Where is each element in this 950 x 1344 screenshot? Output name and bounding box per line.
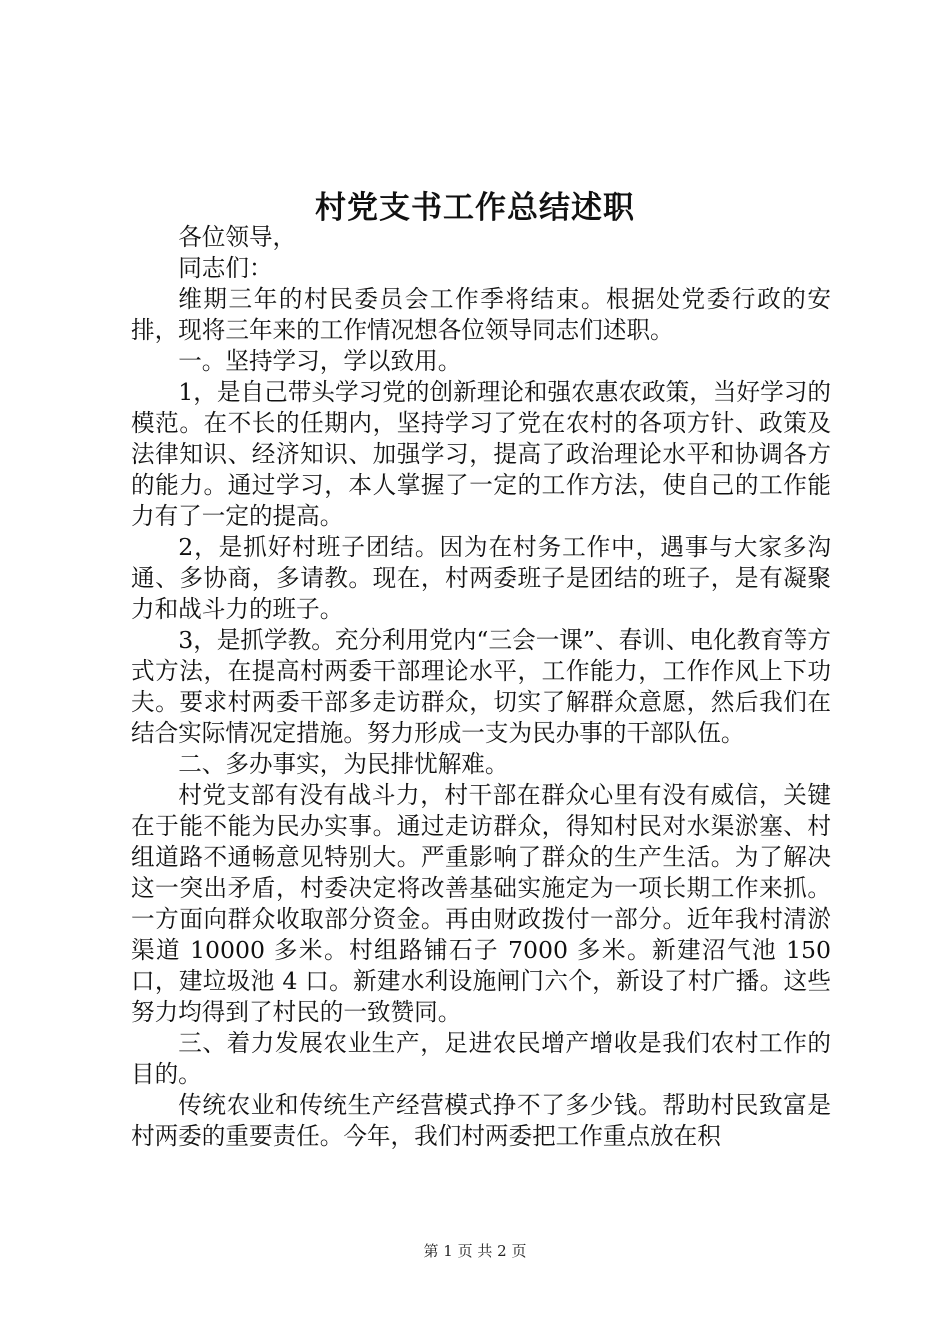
section-1-item-3: 3，是抓学教。充分利用党内“三会一课”、春训、电化教育等方式方法，在提高村两委干部理论水平，工作能力，工作作风上下功夫。要求村两委干部多走访群众，切实了解群众意愿，然后我们在结合实际情况定措施。努力形成一支为民办事的干部队伍。 [131,626,831,747]
section-1-item-1: 1，是自己带头学习党的创新理论和强农惠农政策，当好学习的模范。在不长的任期内，坚持学习了党在农村的各项方针、政策及法律知识、经济知识、加强学习，提高了政治理论水平和协调各方的能力。通过学习，本人掌握了一定的工作方法，使自己的工作能力有了一定的提高。 [131,378,831,530]
greeting-line-2: 同志们： [178,254,273,282]
page-footer: 第 1 页 共 2 页 [423,1242,527,1260]
intro-paragraph: 维期三年的村民委员会工作季将结束。根据处党委行政的安排，现将三年来的工作情况想各位领导同志们述职。 [131,285,831,344]
section-heading-1: 一。坚持学习，学以致用。 [178,347,462,375]
document-title: 村党支书工作总结述职 [315,190,635,226]
section-heading-3: 三、着力发展农业生产，足进农民增产增收是我们农村工作的目的。 [131,1029,831,1088]
greeting-line-1: 各位领导， [178,223,297,251]
section-3-paragraph: 传统农业和传统生产经营模式挣不了多少钱。帮助村民致富是村两委的重要责任。今年，我们村两委把工作重点放在积 [131,1091,831,1150]
section-1-item-2: 2，是抓好村班子团结。因为在村务工作中，遇事与大家多沟通、多协商，多请教。现在，村两委班子是团结的班子，是有凝聚力和战斗力的班子。 [131,533,831,623]
document-body [131,222,831,1152]
section-2-paragraph: 村党支部有没有战斗力，村干部在群众心里有没有威信，关键在于能不能为民办实事。通过走访群众，得知村民对水渠淤塞、村组道路不通畅意见特别大。严重影响了群众的生产生活。为了解决这一突出矛盾，村委决定将改善基础实施定为一项长期工作来抓。一方面向群众收取部分资金。再由财政拨付一部分。近年我村清淤渠道 10000 多米。村组路铺石子 7000 多米。新建沼气池 150 口，建垃圾池 4 口。新建水利设施闸门六个，新设了村广播。这些努力均得到了村民的一致赞同。 [131,781,831,1026]
section-heading-2: 二、多办事实，为民排忧解难。 [178,750,509,778]
